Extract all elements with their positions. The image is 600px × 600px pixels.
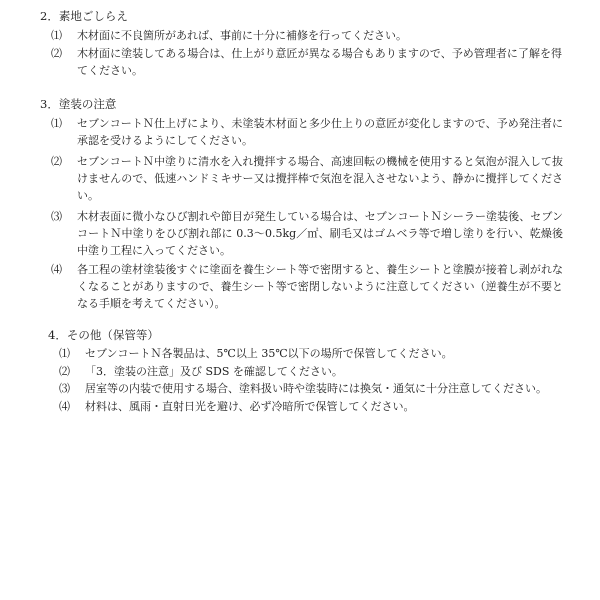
item-text: 材料は、風雨・直射日光を避け、必ず冷暗所で保管してください。 [85, 400, 415, 413]
item-number: ⑷ [51, 263, 62, 276]
section-heading: 3．塗装の注意 [40, 97, 117, 111]
item-text: セブンコートＮ仕上げにより、未塗装木材面と多少仕上りの意匠が変化しますので、予め発注者に承認を受けるようにしてください。 [77, 117, 563, 148]
item-text: 「3．塗装の注意」及び SDS を確認してください。 [85, 365, 343, 378]
item-number: ⑴ [51, 117, 62, 130]
item-number: ⑷ [59, 400, 70, 413]
item-text: セブンコートＮ各製品は、5℃以上 35℃以下の場所で保管してください。 [85, 347, 453, 360]
item-text: 木材表面に微小なひび割れや節目が発生している場合は、セブンコートＮシーラー塗装後、セブンコートＮ中塗りをひび割れ部に 0.3～0.5kg／㎡、刷毛又はゴムベラ等で増し塗りを行い、乾燥後中塗り工程に入ってください。 [77, 210, 563, 258]
item-number: ⑵ [51, 155, 62, 168]
item-number: ⑴ [51, 29, 62, 42]
section-heading: 4．その他（保管等） [48, 328, 159, 342]
item-number: ⑵ [51, 47, 62, 60]
item-text: 木材面に不良箇所があれば、事前に十分に補修を行ってください。 [77, 29, 407, 42]
item-number: ⑵ [59, 365, 70, 378]
item-text: 居室等の内装で使用する場合、塗料扱い時や塗装時には換気・通気に十分注意してください。 [85, 382, 547, 395]
item-number: ⑶ [59, 382, 70, 395]
item-number: ⑶ [51, 210, 62, 223]
item-text: セブンコートＮ中塗りに清水を入れ攪拌する場合、高速回転の機械を使用すると気泡が混入して抜けませんので、低速ハンドミキサー又は攪拌棒で気泡を混入させないよう、静かに攪拌してください。 [77, 155, 563, 203]
item-number: ⑴ [59, 347, 70, 360]
item-text: 各工程の塗材塗装後すぐに塗面を養生シート等で密閉すると、養生シートと塗膜が接着し剥がれなくなることがありますので、養生シート等で密閉しないように注意してください（逆養生が不要となる手順を考えてください）。 [77, 263, 563, 311]
item-text: 木材面に塗装してある場合は、仕上がり意匠が異なる場合もありますので、予め管理者に了解を得てください。 [77, 47, 562, 78]
section-heading: 2．素地ごしらえ [40, 9, 128, 23]
